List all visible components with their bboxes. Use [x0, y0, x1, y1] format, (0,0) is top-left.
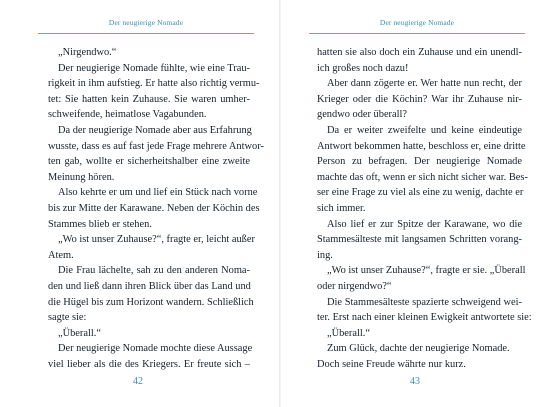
text-line: sagte sie: [48, 312, 87, 324]
right-page [281, 0, 560, 407]
text-line: Meinung hören. [48, 171, 115, 183]
running-head: Der neugierige Nomade [108, 18, 184, 27]
text-line: Also kehrte er um und lief ein Stück nach vorne [58, 187, 258, 199]
header-rule [38, 33, 254, 34]
text-line: „Überall.“ [327, 327, 370, 339]
text-line: gendwo oder überall? [317, 109, 408, 121]
text-line: ser eine Frage zu viel als eine zu wenig, dachte er [317, 187, 524, 199]
running-head: Der neugierige Nomade [379, 18, 455, 27]
text-line: den und ließ dann ihren Blick über das Land und [48, 280, 251, 292]
text-line: Der neugierige Nomade fühlte, wie eine Trau- [58, 62, 250, 74]
text-line: Antwort bekommen hatte, beschloss er, eine dritte [317, 140, 526, 152]
text-line: Stammesälteste mit langsamen Schritten vorang- [317, 234, 522, 246]
header-rule [309, 33, 525, 34]
text-line: Da er weiter zweifelte und keine eindeutige [327, 124, 522, 136]
text-line: hatten sie also doch ein Zuhause und ein unendl- [317, 47, 522, 58]
text-line: „Überall.“ [58, 327, 101, 339]
text-line: Stammes blieb er stehen. [48, 218, 152, 230]
text-line: ter. Erst nach einer kleinen Ewigkeit antwortete sie: [317, 312, 532, 324]
text-line: Die Stammesälteste spazierte schweigend wei- [327, 296, 522, 308]
text-line: Atem. [48, 249, 74, 261]
text-line: schweifende, heimatlose Vagabunden. [48, 109, 207, 121]
text-line: sich immer. [317, 202, 366, 214]
page-body [48, 45, 264, 372]
text-line: Der neugierige Nomade mochte diese Aussage [58, 343, 253, 355]
text-line: oder nirgendwo?“ [317, 280, 392, 292]
text-line: Die Frau lächelte, sah zu den anderen Noma- [58, 265, 250, 277]
page-number: 43 [410, 376, 420, 387]
text-line: die Hügel bis zum Horizont wandern. Schließlich [48, 296, 254, 308]
text-line: Person zu befragen. Der neugierige Nomade [317, 156, 522, 168]
text-line: tet: Sie hatten kein Zuhause. Sie waren umher- [48, 93, 250, 105]
text-line: „Wo ist unser Zuhause?“, fragte er sie. „Überall [327, 265, 526, 277]
text-line: ten gab, wollte er sicherheitshalber eine zweite [48, 156, 250, 168]
text-line: bis zur Mitte der Karawane. Neben der Köchin des [48, 202, 260, 214]
page-body [317, 45, 532, 372]
text-line: Aber dann zögerte er. Wer hatte nun recht, der [327, 78, 522, 90]
text-line: Da der neugierige Nomade aber aus Erfahrung [58, 124, 252, 136]
text-line: wusste, dass es auf fast jede Frage mehrere Antwor- [48, 140, 264, 152]
text-line: ing. [317, 249, 333, 261]
text-line: machte das oft, wenn er sich nicht sicher war. Bes- [317, 171, 528, 183]
text-line: Krieger oder die Köchin? War ihr Zuhause nir- [317, 93, 522, 105]
text-line: Also lief er zur Spitze der Karawane, wo die [327, 218, 522, 230]
text-line: Doch seine Freude währte nur kurz. [317, 358, 466, 370]
text-line: „Nirgendwo.“ [58, 47, 117, 58]
text-line: viel lieber als die des Kriegers. Er freute sich – [48, 358, 250, 370]
text-line: Zum Glück, dachte der neugierige Nomade. [327, 343, 510, 355]
page-number: 42 [133, 376, 143, 387]
text-line: rigkeit in ihm aufstieg. Er hatte also richtig vermu- [48, 78, 260, 90]
text-line: „Wo ist unser Zuhause?“, fragte er, leicht außer [58, 234, 255, 246]
text-line: ich großes noch dazu! [317, 62, 409, 74]
